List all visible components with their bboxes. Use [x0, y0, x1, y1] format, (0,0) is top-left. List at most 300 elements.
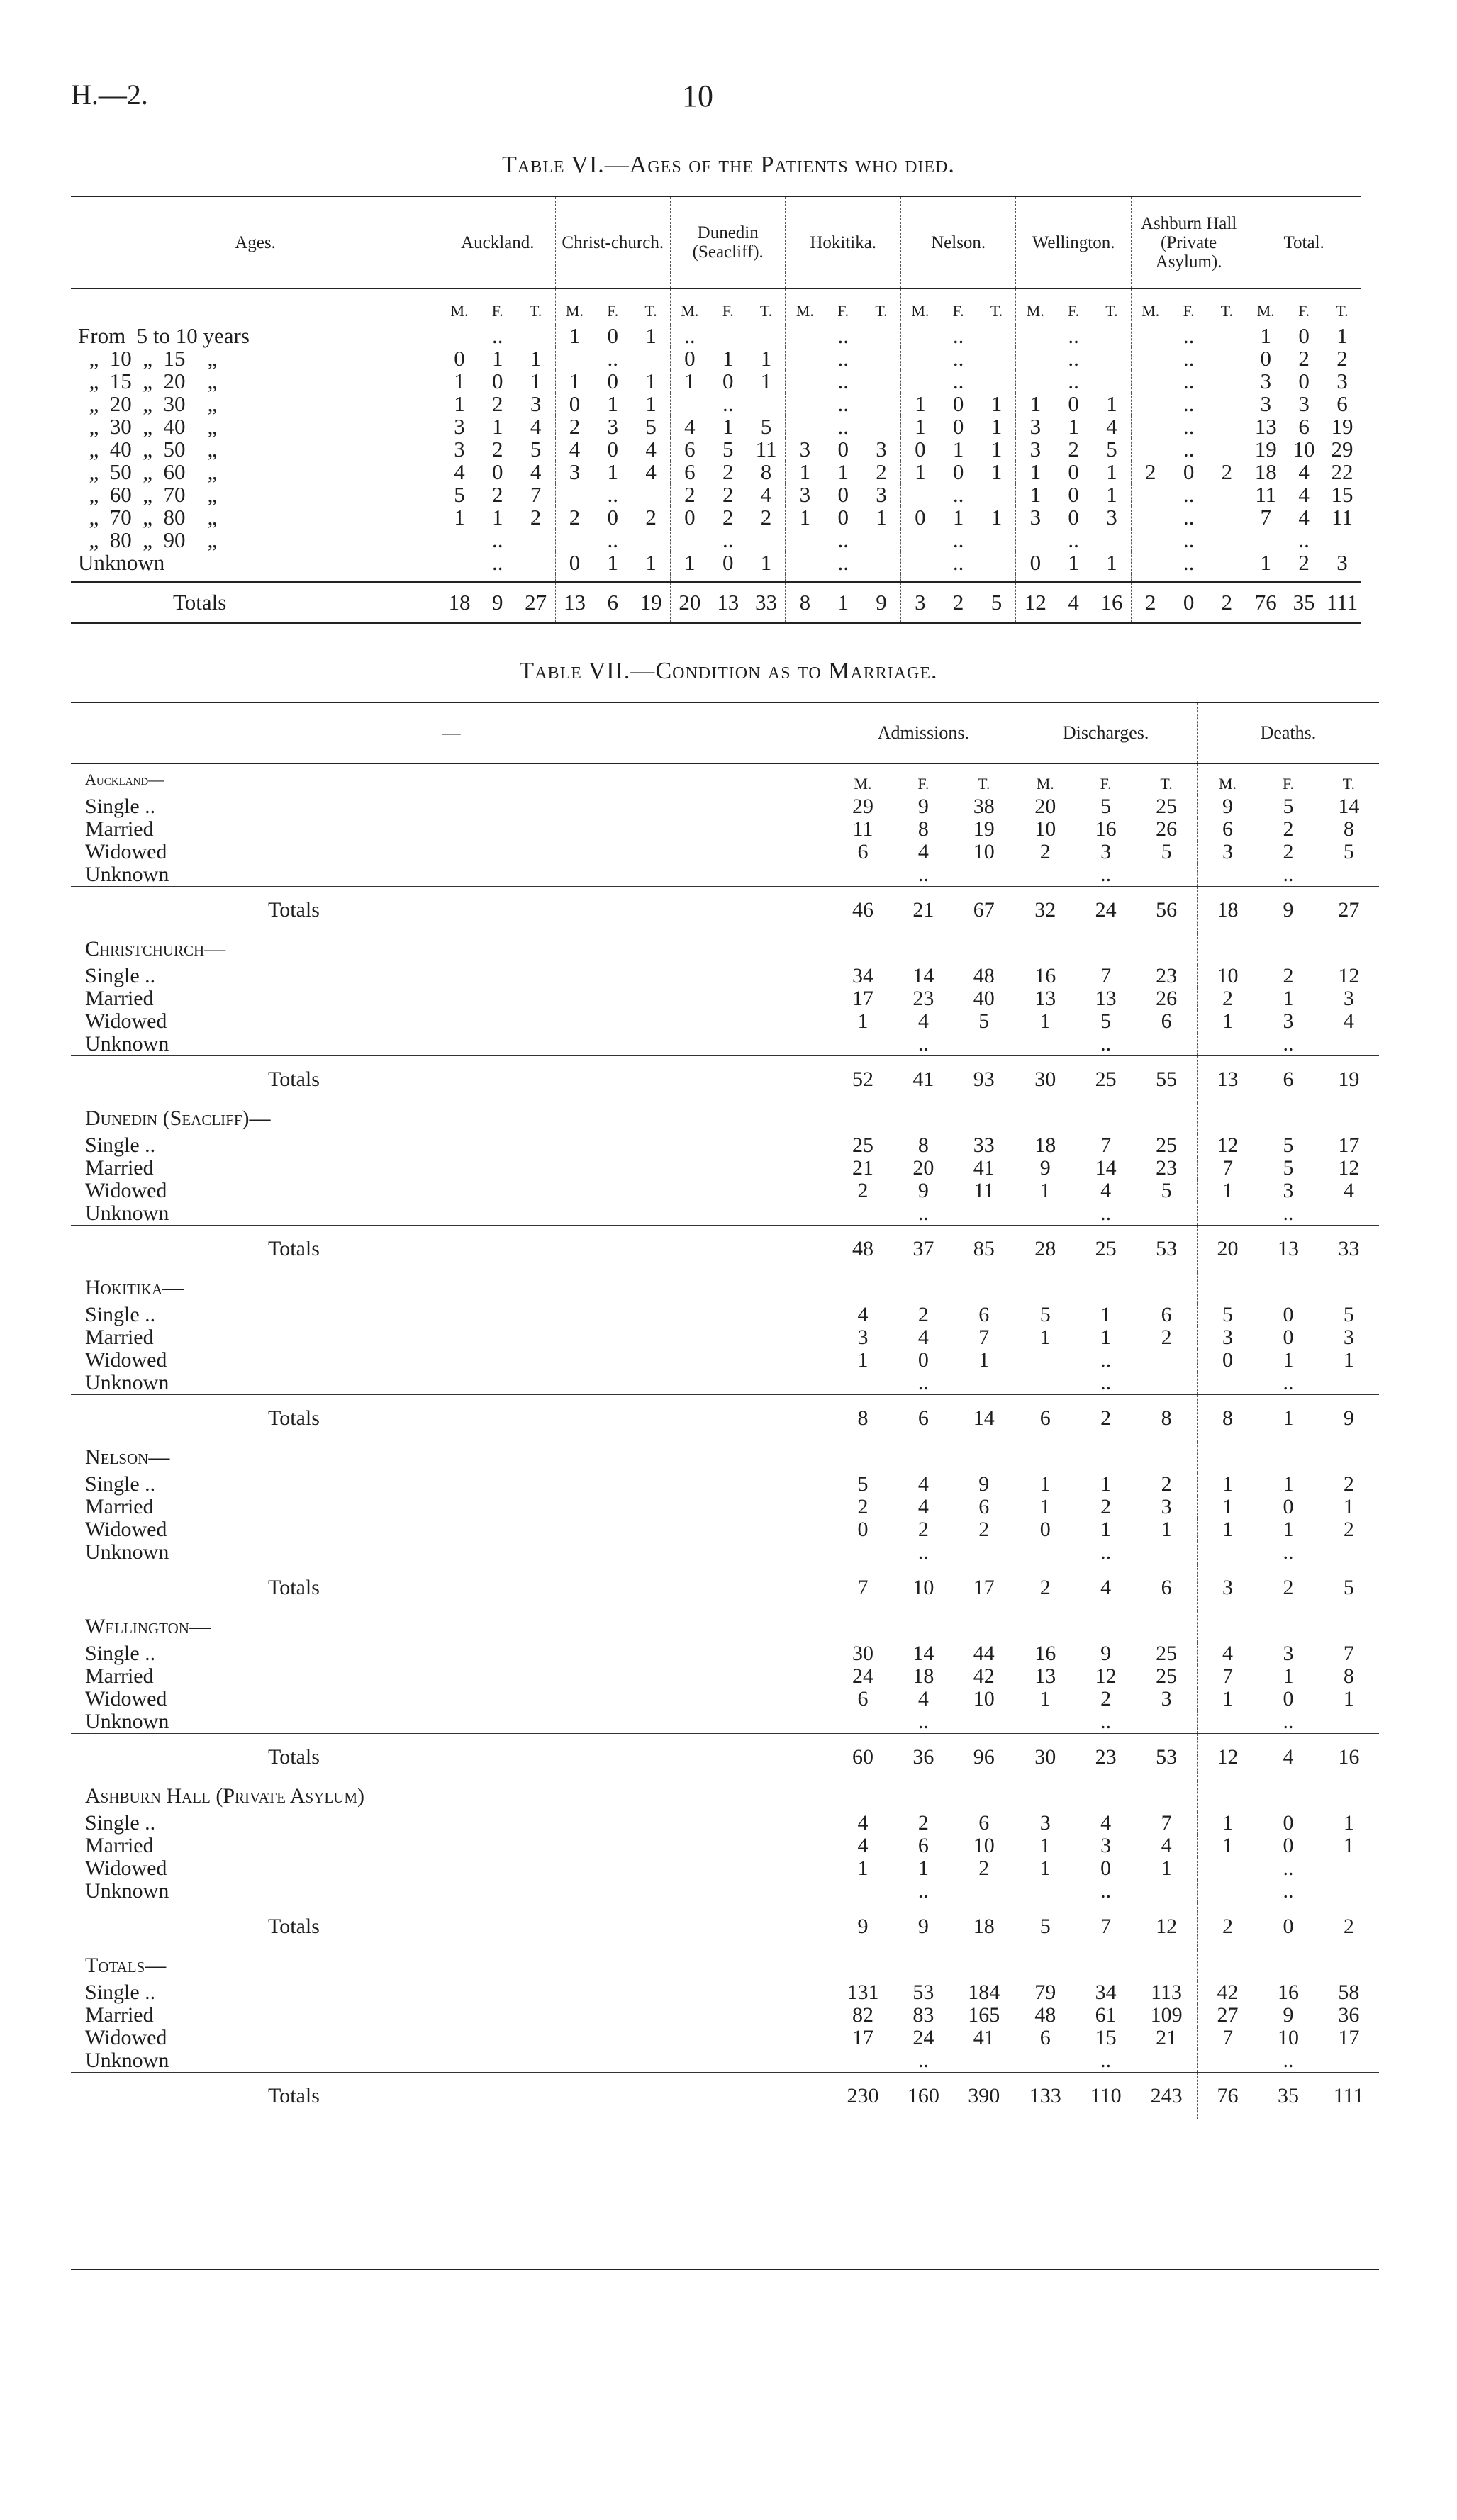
count-cell: 4 [1197, 1642, 1258, 1665]
count-cell: 0 [440, 347, 479, 370]
count-cell: 61 [1095, 2003, 1117, 2027]
count-cell: 1 [1197, 1010, 1258, 1033]
count-cell: 7 [978, 1326, 990, 1349]
count-cell: .. [1068, 346, 1079, 371]
count-cell: 1 [1197, 1473, 1258, 1496]
count-cell: 0 [837, 437, 849, 461]
blank-cell [593, 574, 632, 582]
blank-cell [1076, 934, 1136, 965]
count-cell [1016, 529, 1054, 551]
count-cell [1207, 506, 1246, 529]
count-cell: 24 [832, 1665, 893, 1688]
table-row [71, 1541, 1379, 1564]
count-cell: 6 [917, 1834, 929, 1857]
count-cell: 34 [832, 965, 893, 987]
blank-cell [954, 934, 1015, 965]
total-cell: 7 [832, 1564, 893, 1612]
count-cell [1207, 415, 1246, 438]
count-cell [832, 2049, 893, 2073]
count-cell: .. [917, 1879, 929, 1903]
count-cell: 0 [1015, 1518, 1076, 1541]
count-cell: 2 [917, 1303, 929, 1326]
count-cell: 4 [832, 1812, 893, 1835]
total-cell: 33 [1319, 1226, 1379, 1273]
blank-cell [1258, 1611, 1318, 1642]
count-cell [1207, 551, 1246, 574]
count-cell: 2 [1283, 840, 1294, 863]
count-cell: 25 [1156, 1664, 1178, 1688]
count-cell: 8 [760, 459, 772, 484]
count-cell: 1 [492, 414, 503, 439]
blank-cell [1136, 1442, 1197, 1473]
blank-cell [1015, 934, 1076, 965]
totals-label: Totals [71, 1734, 832, 1781]
count-cell: 22 [1331, 459, 1353, 484]
count-cell: 16 [1277, 1981, 1299, 2004]
count-cell: .. [492, 550, 503, 575]
count-cell: 1 [1015, 1835, 1076, 1857]
table-row [71, 1304, 1379, 1326]
count-cell: 0 [1283, 1687, 1294, 1710]
table-row [71, 1857, 1379, 1880]
count-cell: 3 [1015, 1812, 1076, 1835]
count-cell: 10 [973, 1687, 995, 1710]
total-cell: 8 [832, 1395, 893, 1443]
count-cell [1015, 863, 1076, 887]
total-cell: 18 [1197, 887, 1258, 934]
count-cell: 6 [978, 1811, 990, 1835]
count-cell: 8 [917, 817, 929, 841]
totals-row [71, 1056, 1379, 1104]
count-cell: 3 [440, 415, 479, 438]
total-cell: 6 [593, 582, 632, 623]
blank-cell [832, 934, 893, 965]
count-cell: 42 [973, 1664, 995, 1688]
count-cell: 1 [555, 370, 593, 393]
condition-label: Unknown [85, 1710, 169, 1733]
count-cell: 0 [1100, 1857, 1112, 1880]
count-cell: .. [837, 414, 849, 439]
count-cell: .. [917, 863, 929, 886]
count-cell: 1 [1246, 325, 1285, 347]
totals-row [71, 1395, 1379, 1443]
count-cell [862, 347, 900, 370]
count-cell [786, 415, 824, 438]
count-cell [1207, 393, 1246, 415]
count-cell: 0 [917, 1348, 929, 1372]
count-cell: 1 [1100, 1303, 1112, 1326]
count-cell: 3 [440, 438, 479, 461]
col-header: Total. [1246, 196, 1361, 289]
blank-cell [1197, 1781, 1258, 1812]
count-cell: 1 [990, 414, 1003, 439]
condition-label: Married [85, 1834, 154, 1857]
count-cell: 1 [900, 393, 939, 415]
count-cell [1131, 325, 1169, 347]
count-cell: .. [952, 550, 964, 575]
condition-label: Single .. [85, 1472, 156, 1496]
count-cell: 1 [990, 391, 1003, 416]
blank-cell [1131, 574, 1169, 582]
section-heading-row [71, 1442, 1379, 1473]
count-cell: 1 [900, 415, 939, 438]
blank-cell [1319, 934, 1379, 965]
count-cell: 7 [1100, 964, 1112, 987]
count-cell: .. [1298, 527, 1310, 552]
count-cell: 11 [1246, 483, 1285, 506]
count-cell: 5 [1283, 795, 1294, 818]
count-cell: 4 [832, 1835, 893, 1857]
count-cell [747, 529, 786, 551]
count-cell: 40 [973, 987, 995, 1010]
count-cell: 0 [1068, 482, 1079, 507]
col-header: Ages. [235, 233, 276, 252]
blank-cell [954, 1103, 1015, 1134]
count-cell: 4 [917, 1495, 929, 1518]
count-cell: 1 [1015, 1496, 1076, 1518]
totals-row [71, 1734, 1379, 1781]
count-cell: 1 [440, 506, 479, 529]
blank-cell [893, 1781, 954, 1812]
count-cell: 25 [1156, 1133, 1178, 1157]
count-cell: 1 [1283, 1472, 1294, 1496]
condition-label: Married [85, 987, 154, 1010]
section-heading-row [71, 763, 1379, 795]
count-cell: 4 [1106, 414, 1117, 439]
count-cell: 3 [1246, 370, 1285, 393]
count-cell: 1 [990, 437, 1003, 461]
count-cell: 3 [1283, 1179, 1294, 1202]
count-cell: 1 [645, 391, 657, 416]
table-row [71, 1518, 1379, 1541]
count-cell: 3 [607, 414, 618, 439]
count-cell [954, 1372, 1015, 1395]
count-cell: 8 [1343, 817, 1354, 841]
table-row [71, 1880, 1379, 1903]
count-cell [1319, 1372, 1379, 1395]
count-cell [900, 551, 939, 574]
count-cell: 1 [832, 1857, 893, 1880]
count-cell: 0 [1068, 459, 1079, 484]
table-vii-title [0, 658, 1457, 685]
count-cell: 1 [900, 461, 939, 483]
total-cell: 76 [1197, 2073, 1258, 2120]
count-cell: 1 [645, 369, 657, 393]
count-cell: 1 [832, 1010, 893, 1033]
count-cell: 1 [1100, 1472, 1112, 1496]
count-cell [862, 415, 900, 438]
col-header: Dunedin (Seacliff). [670, 196, 785, 289]
sex-subheader: M. [670, 289, 708, 325]
count-cell: 2 [1068, 437, 1079, 461]
blank-cell [1197, 1611, 1258, 1642]
total-cell: 18 [954, 1903, 1015, 1951]
count-cell: .. [1100, 1202, 1112, 1225]
total-cell: 30 [1015, 1734, 1076, 1781]
count-cell: 48 [1015, 2004, 1076, 2027]
count-cell [786, 325, 824, 347]
count-cell: .. [1100, 1348, 1112, 1372]
count-cell: 2 [978, 1518, 990, 1541]
count-cell: 1 [1197, 1812, 1258, 1835]
section-heading: Dunedin (Seacliff)— [85, 1107, 271, 1130]
section-heading-row [71, 934, 1379, 965]
count-cell [978, 483, 1016, 506]
count-cell [1136, 1349, 1197, 1372]
count-cell: 23 [1156, 1156, 1178, 1180]
count-cell: 4 [1161, 1834, 1172, 1857]
count-cell [1136, 1202, 1197, 1226]
count-cell: .. [1183, 437, 1195, 461]
age-range-label: „ 20 „ 30 „ [78, 391, 218, 416]
count-cell: 38 [973, 795, 995, 818]
total-cell: 20 [670, 582, 708, 623]
count-cell: 4 [555, 438, 593, 461]
count-cell [900, 370, 939, 393]
count-cell: 1 [1283, 987, 1294, 1010]
count-cell: .. [1283, 1857, 1294, 1880]
count-cell: .. [492, 527, 503, 552]
section-heading-row [71, 1103, 1379, 1134]
count-cell: .. [1283, 1879, 1294, 1903]
count-cell: 1 [1197, 1835, 1258, 1857]
blank-cell [1076, 1781, 1136, 1812]
count-cell: 1 [1068, 414, 1079, 439]
blank-cell [832, 1103, 893, 1134]
page-number: 10 [682, 79, 713, 113]
count-cell: 21 [832, 1157, 893, 1180]
totals-row [71, 582, 1361, 623]
count-cell [900, 483, 939, 506]
count-cell [954, 1202, 1015, 1226]
condition-label: Widowed [85, 1348, 167, 1372]
blank-cell [1076, 1950, 1136, 1981]
count-cell: 3 [1016, 506, 1054, 529]
count-cell: 17 [832, 987, 893, 1010]
count-cell: 5 [1283, 1156, 1294, 1180]
count-cell: 0 [607, 323, 618, 348]
blank-cell [1076, 1272, 1136, 1304]
count-cell: .. [1068, 527, 1079, 552]
total-cell: 3 [1197, 1564, 1258, 1612]
condition-label: Single .. [85, 1642, 156, 1665]
count-cell [1197, 1541, 1258, 1564]
count-cell: 26 [1156, 987, 1178, 1010]
count-cell [1093, 370, 1131, 393]
count-cell: 11 [973, 1179, 995, 1202]
count-cell [555, 347, 593, 370]
count-cell [1207, 325, 1246, 347]
count-cell: 3 [832, 1326, 893, 1349]
count-cell: 5 [1161, 840, 1172, 863]
count-cell: 1 [722, 346, 734, 371]
blank-cell [1015, 1103, 1076, 1134]
blank-cell [1197, 1950, 1258, 1981]
count-cell: 2 [1343, 1472, 1354, 1496]
count-cell: .. [1283, 2049, 1294, 2072]
count-cell: 1 [1197, 1518, 1258, 1541]
count-cell [862, 529, 900, 551]
sex-subheader: T. [1220, 302, 1234, 320]
count-cell: 15 [1331, 482, 1353, 507]
count-cell: .. [1183, 323, 1195, 348]
count-cell: .. [1283, 1710, 1294, 1733]
count-cell: 2 [1343, 1518, 1354, 1541]
total-cell: 36 [893, 1734, 954, 1781]
age-range-label: „ 60 „ 70 „ [78, 482, 218, 507]
table-row [71, 965, 1379, 987]
count-cell [978, 551, 1016, 574]
total-cell: 24 [1076, 887, 1136, 934]
blank-cell [1319, 1442, 1379, 1473]
count-cell [670, 529, 708, 551]
count-cell: 12 [1095, 1664, 1117, 1688]
count-cell: 13 [1015, 1665, 1076, 1688]
count-cell: 1 [722, 414, 734, 439]
count-cell: 1 [1283, 1518, 1294, 1541]
count-cell [978, 370, 1016, 393]
count-cell: .. [670, 325, 708, 347]
count-cell [954, 2049, 1015, 2073]
blank-cell [939, 574, 978, 582]
total-cell: 8 [1136, 1395, 1197, 1443]
sex-subheader: T. [644, 302, 657, 320]
condition-label: Single .. [85, 1981, 156, 2004]
total-cell: 0 [1170, 582, 1208, 623]
blank-cell [440, 574, 479, 582]
total-cell: 13 [709, 582, 747, 623]
sex-subheader: F. [952, 302, 964, 320]
count-cell: 2 [530, 505, 542, 530]
count-cell: .. [837, 550, 849, 575]
count-cell: .. [952, 527, 964, 552]
count-cell: .. [607, 346, 618, 371]
total-cell: 4 [1054, 582, 1093, 623]
total-cell: 27 [1319, 887, 1379, 934]
total-cell: 35 [1285, 582, 1323, 623]
count-cell [1136, 1372, 1197, 1395]
count-cell: 0 [1068, 391, 1079, 416]
blank-cell [1258, 1442, 1318, 1473]
count-cell: 0 [1283, 1834, 1294, 1857]
count-cell: 14 [912, 1642, 934, 1665]
count-cell: 2 [670, 483, 708, 506]
count-cell: 0 [1283, 1303, 1294, 1326]
age-range-label: „ 80 „ 90 „ [78, 527, 218, 552]
count-cell: 2 [1298, 346, 1310, 371]
count-cell: 2 [1298, 550, 1310, 575]
count-cell: 29 [1331, 437, 1353, 461]
section-heading: Nelson— [85, 1445, 170, 1469]
count-cell: .. [917, 1540, 929, 1564]
count-cell: 1 [837, 459, 849, 484]
condition-label: Single .. [85, 1133, 156, 1157]
sex-subheader: T. [875, 302, 888, 320]
totals-label: Totals [71, 1226, 832, 1273]
condition-label: Married [85, 1495, 154, 1518]
count-cell [1131, 393, 1169, 415]
count-cell: 41 [973, 1156, 995, 1180]
count-cell: 2 [1197, 987, 1258, 1010]
count-cell [900, 347, 939, 370]
count-cell: 5 [530, 437, 542, 461]
count-cell: 4 [645, 437, 657, 461]
count-cell: 5 [722, 437, 734, 461]
count-cell: .. [1100, 2049, 1112, 2072]
count-cell: 184 [968, 1981, 1000, 2004]
table-vii-title-prefix: Table VII.— [519, 658, 656, 684]
count-cell: 4 [1100, 1179, 1112, 1202]
count-cell [1207, 529, 1246, 551]
count-cell: 7 [1246, 506, 1285, 529]
table-vii-header-row [71, 702, 1379, 763]
count-cell: 5 [978, 1009, 990, 1033]
table-row [71, 2049, 1379, 2073]
table-row [71, 841, 1379, 863]
col-header: Ashburn Hall (Private Asylum). [1131, 196, 1246, 289]
blank-cell [893, 1611, 954, 1642]
count-cell [1136, 1710, 1197, 1734]
count-cell: 16 [1095, 817, 1117, 841]
count-cell: 1 [1161, 1518, 1172, 1541]
blank-cell [1076, 1611, 1136, 1642]
blank-cell [1319, 1781, 1379, 1812]
count-cell: 0 [952, 391, 964, 416]
col-header: Wellington. [1016, 196, 1131, 289]
count-cell: 7 [1197, 1665, 1258, 1688]
count-cell [954, 1880, 1015, 1903]
report-code: H.—2. [71, 79, 148, 111]
blank-cell [1015, 1611, 1076, 1642]
count-cell [954, 1710, 1015, 1734]
count-cell [440, 325, 479, 347]
sex-subheader: M. [555, 289, 593, 325]
count-cell: 27 [1197, 2004, 1258, 2027]
total-cell: 16 [1319, 1734, 1379, 1781]
total-cell: 53 [1136, 1734, 1197, 1781]
table-row [71, 1710, 1379, 1734]
total-cell: 13 [555, 582, 593, 623]
count-cell: 10 [1293, 437, 1315, 461]
count-cell: 1 [760, 550, 772, 575]
count-cell: 25 [1156, 795, 1178, 818]
count-cell: 2 [645, 505, 657, 530]
count-cell: 9 [1283, 2003, 1294, 2027]
table-vi-title-prefix: Table VI.— [502, 152, 630, 178]
count-cell: 2 [722, 505, 734, 530]
count-cell: 23 [1156, 964, 1178, 987]
count-cell: 6 [670, 438, 708, 461]
table-row [71, 1372, 1379, 1395]
count-cell [1207, 347, 1246, 370]
age-range-label: „ 30 „ 40 „ [78, 414, 218, 439]
blank-cell [1054, 574, 1093, 582]
age-range-label: „ 70 „ 80 „ [78, 505, 218, 530]
count-cell [440, 551, 479, 574]
count-cell: 1 [786, 506, 824, 529]
total-cell: 230 [832, 2073, 893, 2120]
count-cell [1136, 863, 1197, 887]
condition-label: Widowed [85, 1179, 167, 1202]
total-cell: 8 [1197, 1395, 1258, 1443]
count-cell: 34 [1095, 1981, 1117, 2004]
count-cell: 0 [670, 347, 708, 370]
count-cell: 3 [530, 391, 542, 416]
table-row [71, 461, 1361, 483]
totals-row [71, 1226, 1379, 1273]
count-cell [978, 347, 1016, 370]
blank-cell [832, 1272, 893, 1304]
